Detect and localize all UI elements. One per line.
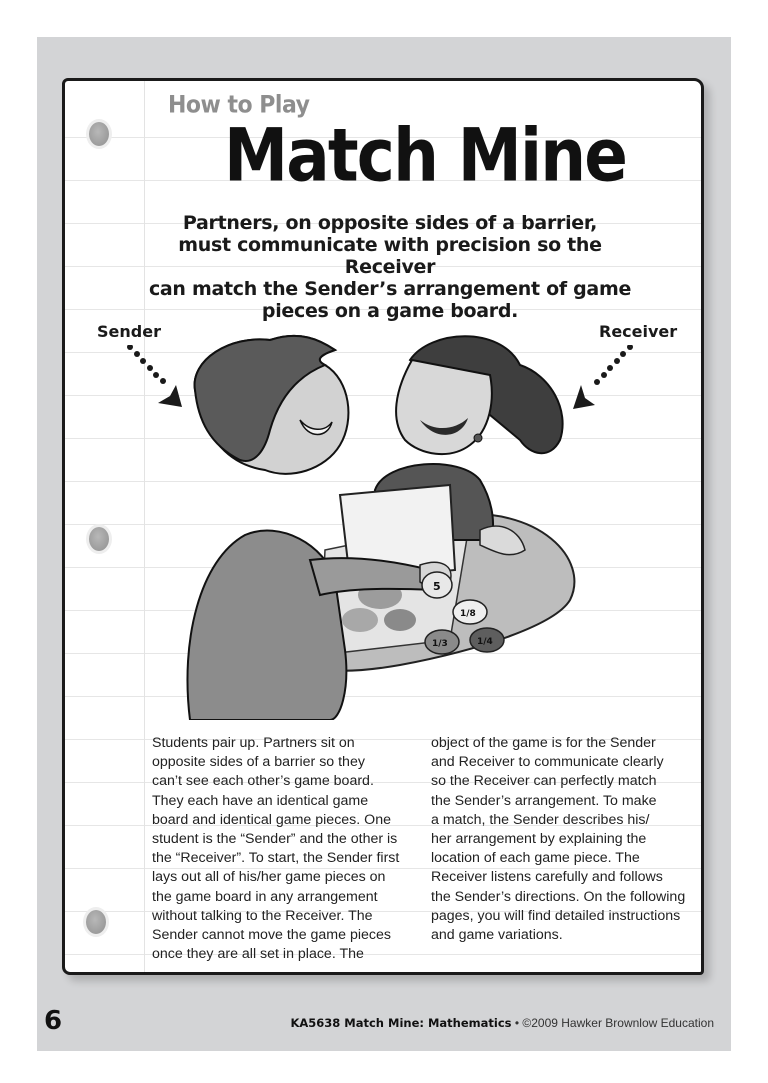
kicker-heading: How to Play [168, 91, 310, 120]
game-piece-1-8: 1/8 [460, 609, 476, 619]
subtitle-line: pieces on a game board. [261, 300, 519, 322]
body-line: the game board in any arrangement [152, 888, 378, 905]
body-line: opposite sides of a barrier so they [152, 754, 365, 771]
body-line: Sender cannot move the game pieces [152, 927, 391, 944]
body-line: object of the game is for the Sender [431, 735, 656, 751]
body-line: the Sender’s directions. On the following [431, 888, 686, 905]
body-line: a match, the Sender describes his/ [431, 811, 650, 828]
punch-hole-top [89, 122, 109, 146]
receiver-label: Receiver [599, 322, 678, 341]
body-line: student is the “Sender” and the other is [152, 831, 398, 848]
body-line: location of each game piece. The [431, 850, 640, 867]
body-line: the “Receiver”. To start, the Sender first [152, 850, 400, 867]
subtitle-line: Partners, on opposite sides of a barrier, [182, 212, 598, 234]
body-line: board and identical game pieces. One [152, 811, 391, 828]
page-number: 6 [44, 1006, 63, 1036]
body-line: Receiver listens carefully and follows [431, 869, 663, 886]
subtitle [140, 212, 640, 322]
body-line: can’t see each other’s game board. [152, 773, 374, 790]
game-piece-1-3: 1/3 [432, 639, 448, 649]
body-line: They each have an identical game [152, 792, 369, 809]
subtitle-line: must communicate with precision so the Receiver [178, 234, 602, 278]
footer-credit [290, 1016, 714, 1030]
game-piece-1-4: 1/4 [477, 637, 493, 647]
children-playing-illustration [150, 320, 620, 720]
body-line: once they are all set in place. The [152, 946, 364, 963]
body-line: lays out all of his/her game pieces on [152, 869, 386, 886]
body-column-right [431, 734, 711, 945]
body-line: pages, you will find detailed instructions [431, 907, 681, 924]
page-title: Match Mine [224, 112, 627, 199]
body-column-left [152, 734, 412, 964]
body-line: and game variations. [431, 927, 563, 944]
body-line: Students pair up. Partners sit on [152, 735, 355, 751]
subtitle-line: can match the Sender’s arrangement of game [148, 278, 632, 300]
sender-label: Sender [97, 322, 161, 341]
punch-hole-bottom [86, 910, 106, 934]
product-code: KA5638 Match Mine: Mathematics [290, 1016, 512, 1030]
body-line: without talking to the Receiver. The [152, 907, 373, 924]
body-line: so the Receiver can perfectly match [431, 773, 657, 790]
body-line: the Sender’s arrangement. To make [431, 792, 657, 809]
body-line: her arrangement by explaining the [431, 831, 647, 848]
game-piece-5: 5 [433, 580, 441, 593]
footer-separator: • [511, 1016, 523, 1030]
body-line: and Receiver to communicate clearly [431, 754, 664, 771]
punch-hole-middle [89, 527, 109, 551]
copyright: ©2009 Hawker Brownlow Education [522, 1016, 714, 1030]
